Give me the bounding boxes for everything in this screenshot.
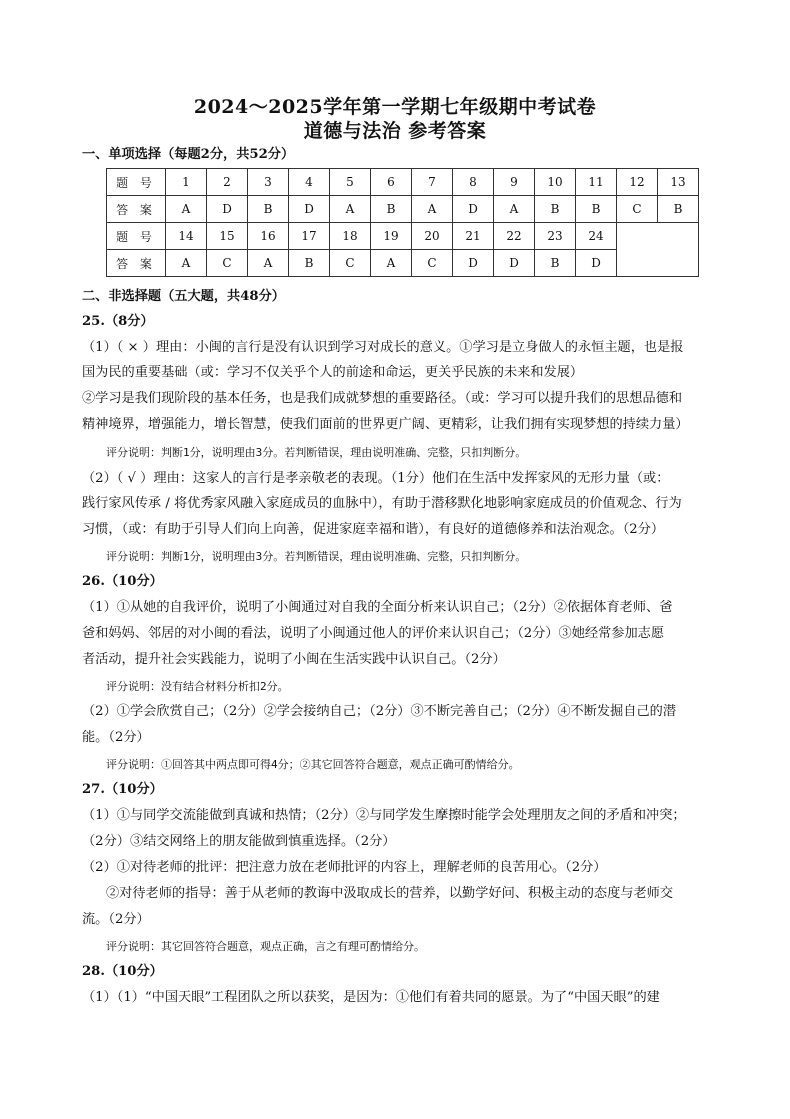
table-cell: 9 — [494, 169, 535, 196]
table-row — [107, 250, 699, 277]
q27-heading: 27.（10分） — [82, 782, 163, 797]
scoring-note: 评分说明：判断1分，说明理由3分。若判断错误，理由说明准确、完整，只扣判断分。 — [106, 550, 527, 563]
table-cell: A — [371, 250, 412, 277]
answer-table — [106, 168, 699, 277]
table-row — [107, 169, 699, 196]
table-cell: B — [289, 250, 330, 277]
q27-line: （2分）③结交网络上的朋友能做到慎重选择。（2分） — [82, 834, 396, 849]
table-cell: 11 — [576, 169, 617, 196]
table-cell: 21 — [453, 223, 494, 250]
q25-line: （1）（ × ）理由：小闽的言行是没有认识到学习对成长的意义。①学习是立身做人的永恒主题，也是报 — [82, 340, 684, 355]
table-cell: D — [453, 250, 494, 277]
table-cell: C — [207, 250, 248, 277]
table-cell: 13 — [658, 169, 699, 196]
table-cell: A — [412, 196, 453, 223]
q28-line: （1）（1）“中国天眼”工程团队之所以获奖，是因为：①他们有着共同的愿景。为了“中国天眼”的建 — [82, 990, 660, 1005]
empty-cell — [617, 223, 699, 277]
row-label-answer: 答 案 — [107, 250, 166, 277]
table-cell: D — [207, 196, 248, 223]
table-cell: B — [248, 196, 289, 223]
q25-line: ②学习是我们现阶段的基本任务，也是我们成就梦想的重要路径。（或：学习可以提升我们的思想品德和 — [82, 391, 683, 406]
table-cell: D — [453, 196, 494, 223]
table-cell: 6 — [371, 169, 412, 196]
table-cell: 18 — [330, 223, 371, 250]
table-cell: D — [576, 250, 617, 277]
table-row — [107, 223, 699, 250]
table-cell: 10 — [535, 169, 576, 196]
q27-line: （2）①对待老师的批评：把注意力放在老师批评的内容上，理解老师的良苦用心。（2分） — [82, 860, 607, 875]
table-cell: 22 — [494, 223, 535, 250]
table-cell: 24 — [576, 223, 617, 250]
table-cell: D — [494, 250, 535, 277]
q28-heading: 28.（10分） — [82, 964, 163, 979]
q27-line: 流。（2分） — [82, 912, 150, 927]
scoring-note: 评分说明：①回答其中两点即可得4分；②其它回答符合题意，观点正确可酌情给分。 — [106, 758, 520, 771]
table-cell: 19 — [371, 223, 412, 250]
scoring-note: 评分说明：其它回答符合题意，观点正确，言之有理可酌情给分。 — [106, 940, 425, 953]
q25-line: 习惯，（或：有助于引导人们向上向善，促进家庭幸福和谐），有良好的道德修养和法治观念。（2分） — [82, 522, 665, 537]
table-cell: 20 — [412, 223, 453, 250]
exam-subtitle: 道德与法治 参考答案 — [303, 120, 487, 142]
table-cell: A — [166, 250, 207, 277]
table-cell: D — [289, 196, 330, 223]
table-cell: 2 — [207, 169, 248, 196]
scoring-note: 评分说明：判断1分，说明理由3分。若判断错误，理由说明准确、完整，只扣判断分。 — [106, 446, 527, 459]
table-row — [107, 196, 699, 223]
table-cell: A — [166, 196, 207, 223]
table-cell: 17 — [289, 223, 330, 250]
table-cell: 7 — [412, 169, 453, 196]
scoring-note: 评分说明：没有结合材料分析扣2分。 — [106, 680, 289, 693]
q26-line: 爸和妈妈、邻居的对小闽的看法，说明了小闽通过他人的评价来认识自己；（2分）③她经常参加志愿 — [82, 626, 665, 641]
row-label-answer: 答 案 — [107, 196, 166, 223]
exam-title: 2024～2025学年第一学期七年级期中考试卷 — [193, 96, 597, 118]
table-cell: B — [658, 196, 699, 223]
q26-line: 能。（2分） — [82, 730, 150, 745]
table-cell: 3 — [248, 169, 289, 196]
section1-heading: 一、单项选择（每题2分，共52分） — [82, 147, 295, 162]
row-label-question: 题 号 — [107, 169, 166, 196]
table-cell: A — [248, 250, 289, 277]
q25-line: 践行家风传承 / 将优秀家风融入家庭成员的血脉中），有助于潜移默化地影响家庭成员的价值观念、行为 — [82, 496, 682, 511]
q25-heading: 25.（8分） — [82, 314, 154, 329]
table-cell: 16 — [248, 223, 289, 250]
q27-line: （1）①与同学交流能做到真诚和热情；（2分）②与同学发生摩擦时能学会处理朋友之间的矛盾和冲突； — [82, 808, 686, 823]
q27-line: ②对待老师的指导：善于从老师的教诲中汲取成长的营养，以勤学好问、积极主动的态度与老师交 — [106, 886, 674, 901]
table-cell: 23 — [535, 223, 576, 250]
table-cell: B — [371, 196, 412, 223]
row-label-question: 题 号 — [107, 223, 166, 250]
table-cell: B — [535, 250, 576, 277]
q25-line: 精神境界，增强能力，增长智慧，使我们面前的世界更广阔、更精彩，让我们拥有实现梦想的持续力量） — [82, 417, 689, 432]
table-cell: B — [535, 196, 576, 223]
table-cell: B — [576, 196, 617, 223]
q25-line: 国为民的重要基础（或：学习不仅关乎个人的前途和命运，更关乎民族的未来和发展） — [82, 365, 584, 380]
table-cell: C — [330, 250, 371, 277]
table-cell: A — [494, 196, 535, 223]
table-cell: 8 — [453, 169, 494, 196]
q26-line: 者活动，提升社会实践能力，说明了小闽在生活实践中认识自己。（2分） — [82, 652, 506, 667]
table-cell: 5 — [330, 169, 371, 196]
table-cell: 1 — [166, 169, 207, 196]
q25-line: （2）（ √ ）理由：这家人的言行是孝亲敬老的表现。（1分）他们在生活中发挥家风的无形力量（或： — [82, 471, 670, 486]
table-cell: C — [412, 250, 453, 277]
table-cell: 12 — [617, 169, 658, 196]
table-cell: 14 — [166, 223, 207, 250]
q26-line: （2）①学会欣赏自己；（2分）②学会接纳自己；（2分）③不断完善自己；（2分）④不断发掘自己的潜 — [82, 704, 677, 719]
table-cell: 15 — [207, 223, 248, 250]
table-cell: A — [330, 196, 371, 223]
q26-line: （1）①从她的自我评价，说明了小闽通过对自我的全面分析来认识自己；（2分）②依据体育老师、爸 — [82, 600, 673, 615]
table-cell: C — [617, 196, 658, 223]
table-cell: 4 — [289, 169, 330, 196]
section2-heading: 二、非选择题（五大题，共48分） — [82, 289, 285, 304]
q26-heading: 26.（10分） — [82, 574, 163, 589]
